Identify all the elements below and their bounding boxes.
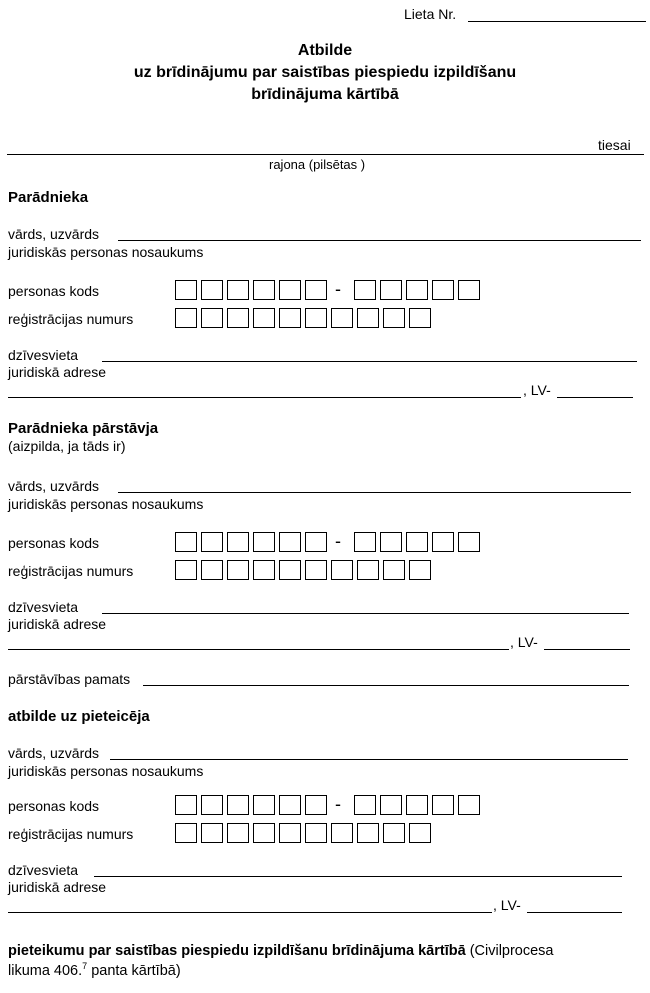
- footer-bold-text: pieteikumu par saistības piespiedu izpildīšanu brīdinājuma kārtībā: [8, 943, 466, 959]
- debtor-residence-label: dzīvesvieta: [8, 347, 79, 363]
- applicant-residence-field[interactable]: [94, 876, 622, 877]
- applicant-residence-label: dzīvesvieta: [8, 862, 79, 878]
- representative-personal-code-label: personas kods: [8, 535, 100, 551]
- court-field[interactable]: [7, 154, 644, 155]
- representative-basis-field[interactable]: [143, 685, 629, 686]
- applicant-name-label: vārds, uzvārds: [8, 745, 100, 761]
- applicant-postcode-field[interactable]: [527, 912, 622, 913]
- applicant-personal-code-label: personas kods: [8, 798, 100, 814]
- representative-name-label: vārds, uzvārds: [8, 478, 100, 494]
- representative-lv-label: , LV-: [510, 634, 538, 650]
- debtor-address-field[interactable]: [8, 397, 521, 398]
- debtor-personal-code-label: personas kods: [8, 283, 100, 299]
- representative-residence-label: dzīvesvieta: [8, 599, 79, 615]
- applicant-heading: atbilde uz pieteicēja: [8, 708, 150, 725]
- footer-normal-text: (Civilprocesa: [465, 943, 554, 959]
- footer-line-2: [8, 961, 181, 979]
- representative-residence-field[interactable]: [102, 613, 629, 614]
- form-title: Atbilde: [297, 42, 353, 59]
- representative-legal-name-label: juridiskās personas nosaukums: [8, 496, 204, 512]
- representative-heading: Parādnieka pārstāvja: [8, 420, 159, 437]
- applicant-address-field[interactable]: [8, 912, 492, 913]
- form-subtitle-1: uz brīdinājumu par saistības piespiedu izpildīšanu: [133, 64, 517, 81]
- applicant-legal-name-label: juridiskās personas nosaukums: [8, 763, 204, 779]
- representative-basis-label: pārstāvības pamats: [8, 671, 131, 687]
- applicant-legal-address-label: juridiskā adrese: [8, 879, 107, 895]
- debtor-name-field[interactable]: [118, 240, 641, 241]
- representative-note: (aizpilda, ja tāds ir): [8, 438, 126, 454]
- representative-legal-address-label: juridiskā adrese: [8, 616, 107, 632]
- court-suffix: tiesai: [598, 137, 631, 153]
- representative-address-field[interactable]: [8, 649, 509, 650]
- court-caption: rajona (pilsētas ): [269, 157, 366, 172]
- representative-reg-number-label: reģistrācijas numurs: [8, 563, 134, 579]
- case-number-field[interactable]: [468, 21, 646, 22]
- debtor-heading: Parādnieka: [8, 189, 89, 206]
- form-subtitle-2: brīdinājuma kārtībā: [251, 86, 399, 103]
- debtor-postcode-field[interactable]: [557, 397, 633, 398]
- representative-name-field[interactable]: [118, 492, 631, 493]
- footer-law-ref: likuma 406.: [8, 962, 83, 979]
- debtor-legal-name-label: juridiskās personas nosaukums: [8, 244, 204, 260]
- debtor-residence-field[interactable]: [102, 361, 637, 362]
- debtor-lv-label: , LV-: [523, 382, 551, 398]
- footer-law-sup: 7: [82, 961, 88, 971]
- footer-law-tail: panta kārtībā): [87, 962, 181, 979]
- representative-postcode-field[interactable]: [544, 649, 630, 650]
- applicant-name-field[interactable]: [110, 759, 628, 760]
- footer-line-1: [8, 943, 554, 959]
- debtor-reg-number-label: reģistrācijas numurs: [8, 311, 134, 327]
- applicant-reg-number-label: reģistrācijas numurs: [8, 826, 134, 842]
- case-number-label: Lieta Nr.: [404, 6, 457, 22]
- applicant-lv-label: , LV-: [493, 897, 521, 913]
- debtor-name-label: vārds, uzvārds: [8, 226, 100, 242]
- debtor-legal-address-label: juridiskā adrese: [8, 364, 107, 380]
